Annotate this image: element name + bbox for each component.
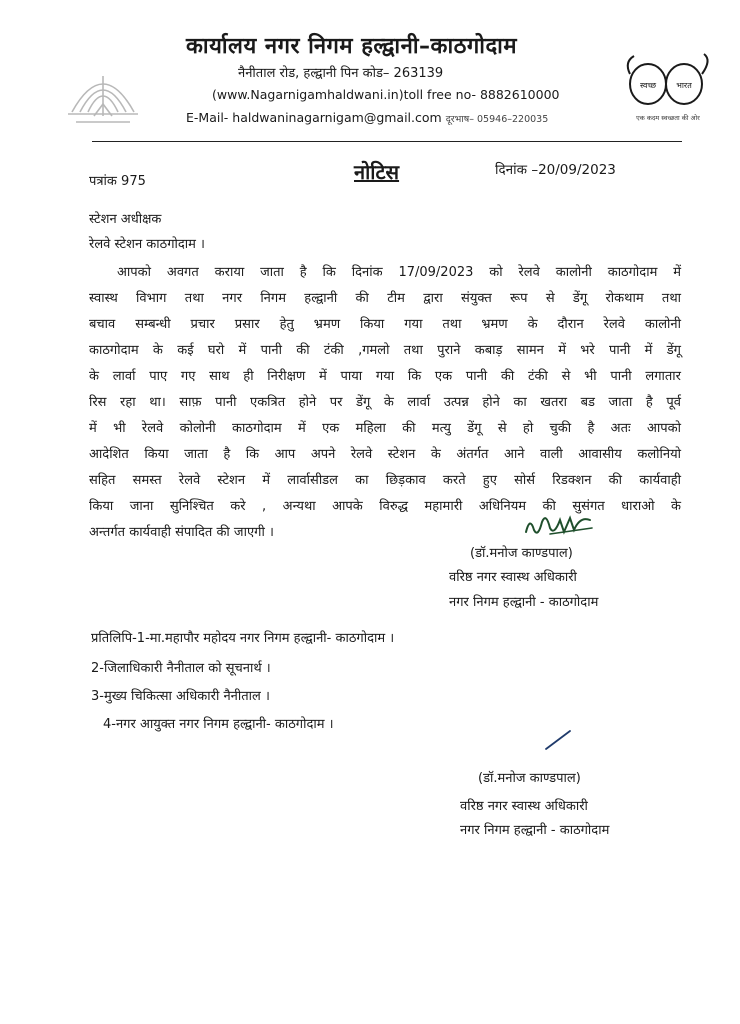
signatory-organisation: नगर निगम हल्द्वानी - काठगोदाम [449,595,599,610]
logo-caption: एक कदम स्वच्छता की ओर [636,114,700,122]
reference-number: पत्रांक 975 [89,174,146,189]
signatory-organisation: नगर निगम हल्द्वानी - काठगोदाम [460,823,610,838]
copy-to-item: प्रतिलिपि-1-मा.महापौर महोदय नगर निगम हल्द्वानी- काठगोदाम । [91,631,395,646]
handwritten-signature [520,508,600,542]
body-line: किया जाना सुनिश्चित करे , अन्यथा आपके विरुद्ध महामारी अधिनियम की सुसंगत धाराओ के [89,499,681,514]
signatory-name: (डॉ.मनोज काण्डपाल) [478,771,581,786]
body-line: के लार्वा पाए गए साथ ही निरीक्षण में पाया गया कि एक पानी की टंकी से भी पानी लगातार [89,369,681,384]
body-line: आपको अवगत कराया जाता है कि दिनांक 17/09/2023 को रेलवे कालोनी काठगोदाम में [117,265,681,280]
copy-to-item: 3-मुख्य चिकित्सा अधिकारी नैनीताल । [91,689,270,704]
body-line: स्वास्थ विभाग तथा नगर निगम हल्द्वानी की टीम द्वारा संयुक्त रूप से डेंगू रोकथाम तथा [89,291,681,306]
notice-heading: नोटिस [354,160,400,184]
body-line: बचाव सम्बन्धी प्रचार प्रसार हेतु भ्रमण किया गया तथा भ्रमण के दौरान रेलवे कालोनी [89,317,681,332]
signatory-designation: वरिष्ठ नगर स्वास्थ अधिकारी [460,799,588,814]
signatory-name: (डॉ.मनोज काण्डपाल) [470,546,573,561]
phone-number: दूरभाष– 05946–220035 [445,114,549,125]
letterhead-divider [92,141,682,142]
signatory-designation: वरिष्ठ नगर स्वास्थ अधिकारी [449,570,577,585]
notice-date: दिनांक –20/09/2023 [495,162,616,178]
municipal-emblem-logo [62,54,144,134]
logo-text-left: स्वच्छ [639,81,657,90]
body-line: काठगोदाम के कई घरो में पानी की टंकी ,गमलो तथा पुराने कबाड़ सामन में भरे पानी में डेंगू [89,343,681,358]
body-line: अन्तर्गत कार्यवाही संपादित की जाएगी । [89,525,274,540]
body-line: में भी रेलवे कोलोनी काठगोदाम में एक महिला की मत्यु डेंगू से हो चुकी है अतः आपको [89,421,681,436]
logo-text-right: भारत [676,81,692,90]
swachh-bharat-logo [620,48,718,128]
copy-to-item: 4-नगर आयुक्त नगर निगम हल्द्वानी- काठगोदाम । [103,717,334,732]
email-address: E-Mail- haldwaninagarnigam@gmail.com [186,110,442,125]
website-tollfree: (www.Nagarnigamhaldwani.in)toll free no- 8882610000 [212,87,560,102]
recipient-office: रेलवे स्टेशन काठगोदाम । [89,237,205,252]
office-address: नैनीताल रोड, हल्द्वानी पिन कोड– 263139 [238,66,444,81]
email-phone-line [186,110,548,125]
body-line: रिस रहा था। साफ़ पानी एकत्रित होने पर डेंगू के लार्वा उत्पन्न होने का खतरा बड जाता है पूर्व [89,395,681,410]
recipient-designation: स्टेशन अधीक्षक [89,212,162,227]
initial-mark [540,727,580,753]
office-title: कार्यालय नगर निगम हल्द्वानी–काठगोदाम [186,34,518,59]
copy-to-item: 2-जिलाधिकारी नैनीताल को सूचनार्थ । [91,661,271,676]
body-line: सहित समस्त रेलवे स्टेशन में लार्वासीडल का छिड़काव करते हुए सोर्स रिडक्शन की कार्यवाही [89,473,681,488]
body-line: आदेशित किया जाता है कि आप अपने रेलवे स्टेशन के अंतर्गत आने वाली आवासीय कलोनियो [89,447,681,462]
